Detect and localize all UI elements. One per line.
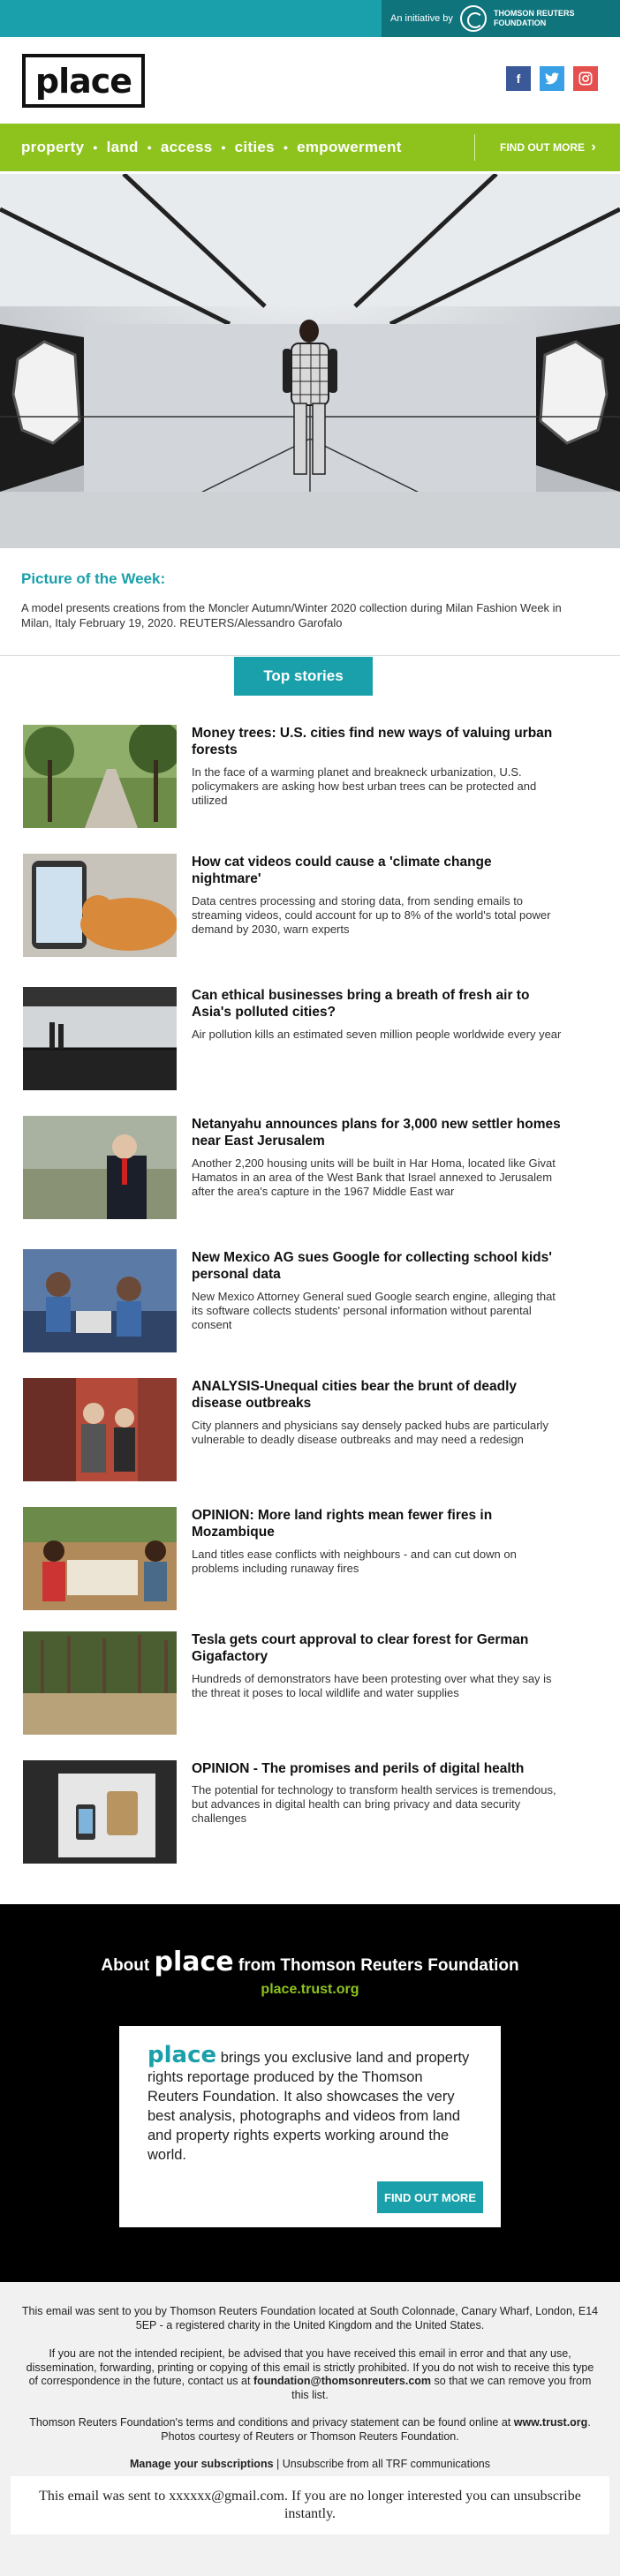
- story-item[interactable]: [0, 987, 620, 1111]
- subscription-links: Manage your subscriptions | Unsubscribe from all TRF communications: [130, 2458, 490, 2470]
- chevron-right-icon: ›: [591, 139, 596, 154]
- nav-land[interactable]: land: [106, 139, 139, 155]
- about-title: About place from Thomson Reuters Foundation: [101, 1947, 519, 1977]
- story-thumbnail[interactable]: [23, 1378, 177, 1481]
- nav-property[interactable]: property: [21, 139, 85, 155]
- place-logo[interactable]: place: [22, 54, 145, 108]
- unsubscribe-notice[interactable]: This email was sent to xxxxxx@gmail.com. If you are no longer interested you can unsubscribe instantly.: [11, 2476, 609, 2535]
- sender-info: This email was sent to you by Thomson Reuters Foundation located at South Colonnade, Canary Wharf, London, E14 5EP - a registered charity in the United Kingdom and the United States.: [21, 2305, 599, 2331]
- place-site-link[interactable]: place.trust.org: [261, 1982, 359, 1997]
- story-summary: Air pollution kills an estimated seven million people worldwide every year: [192, 1028, 562, 1041]
- story-thumbnail[interactable]: [23, 1507, 177, 1610]
- story-thumbnail[interactable]: [23, 1249, 177, 1352]
- trf-name: THOMSON REUTERS FOUNDATION: [493, 9, 575, 27]
- story-item[interactable]: [0, 1249, 620, 1373]
- story-headline[interactable]: OPINION: More land rights mean fewer fires in Mozambique: [192, 1508, 493, 1540]
- story-summary: Hundreds of demonstrators have been protesting over what they say is the threat it poses to local wildlife and water supplies: [192, 1672, 552, 1699]
- footer: [0, 2282, 620, 2476]
- story-item[interactable]: [0, 854, 620, 977]
- story-thumbnail[interactable]: [23, 1760, 177, 1864]
- story-thumbnail[interactable]: [23, 1116, 177, 1219]
- bottom-notice-area: [0, 2476, 620, 2576]
- story-summary: City planners and physicians say densely packed hubs are particularly vulnerable to deadly disease outbreaks and may need a redesign: [192, 1419, 548, 1446]
- story-headline[interactable]: How cat videos could cause a 'climate change nightmare': [192, 855, 492, 886]
- nav-access[interactable]: access: [160, 139, 213, 155]
- story-item[interactable]: [0, 725, 620, 848]
- dot-separator: •: [283, 140, 289, 154]
- fashion-runway-illustration: [0, 174, 620, 548]
- about-section: [0, 1904, 620, 2282]
- nav-cities[interactable]: cities: [234, 139, 275, 155]
- story-headline[interactable]: Can ethical businesses bring a breath of fresh air to Asia's polluted cities?: [192, 988, 530, 1020]
- picture-of-week-title: Picture of the Week:: [21, 570, 166, 587]
- instagram-icon[interactable]: [573, 66, 598, 91]
- top-bar: [0, 0, 620, 37]
- topic-list: [0, 139, 450, 156]
- trf-globe-icon: [460, 5, 487, 32]
- trf-initiative[interactable]: [382, 0, 620, 37]
- story-summary: Land titles ease conflicts with neighbours - and can cut down on problems including runaway fires: [192, 1548, 517, 1575]
- topic-nav: [0, 124, 620, 171]
- story-summary: The potential for technology to transform health services is tremendous, but advances in digital health can bring privacy and data security challenges: [192, 1783, 556, 1825]
- story-headline[interactable]: Money trees: U.S. cities find new ways of valuing urban forests: [192, 726, 553, 757]
- story-thumbnail[interactable]: [23, 987, 177, 1090]
- story-summary: In the face of a warming planet and breakneck urbanization, U.S. policymakers are asking how best urban trees can be protected and utilized: [192, 765, 537, 807]
- find-out-more-button[interactable]: FIND OUT MORE: [377, 2181, 483, 2213]
- story-item[interactable]: [0, 1378, 620, 1502]
- story-thumbnail[interactable]: [23, 725, 177, 828]
- initiative-text: An initiative by: [390, 13, 453, 24]
- story-headline[interactable]: Tesla gets court approval to clear forest for German Gigafactory: [192, 1632, 529, 1664]
- about-card: [119, 2026, 501, 2227]
- header: [0, 37, 620, 124]
- trust-org-link[interactable]: www.trust.org: [513, 2416, 588, 2429]
- dot-separator: •: [147, 140, 152, 154]
- section-divider: [0, 655, 620, 656]
- manage-subscriptions-link[interactable]: Manage your subscriptions: [130, 2458, 274, 2470]
- twitter-icon[interactable]: [540, 66, 564, 91]
- story-thumbnail[interactable]: [23, 1631, 177, 1735]
- story-thumbnail[interactable]: [23, 854, 177, 957]
- nav-empowerment[interactable]: empowerment: [297, 139, 402, 155]
- dot-separator: •: [93, 140, 98, 154]
- story-headline[interactable]: New Mexico AG sues Google for collecting school kids' personal data: [192, 1250, 552, 1282]
- story-summary: New Mexico Attorney General sued Google search engine, alleging that its software collects students' personal information without parental consent: [192, 1290, 556, 1331]
- nav-divider: [474, 134, 475, 161]
- story-item[interactable]: [0, 1760, 620, 1884]
- story-summary: Data centres processing and storing data, from sending emails to streaming videos, could account for up to 8% of the world's total power demand by 2030, warn experts: [192, 894, 551, 936]
- unsubscribe-all-link[interactable]: Unsubscribe from all TRF communications: [282, 2458, 490, 2470]
- terms-info: Thomson Reuters Foundation's terms and conditions and privacy statement can be found online at www.trust.org. Photos courtesy of Reuters or Thomson Reuters Foundation.: [29, 2416, 591, 2443]
- story-headline[interactable]: ANALYSIS-Unequal cities bear the brunt of deadly disease outbreaks: [192, 1379, 518, 1411]
- story-headline[interactable]: Netanyahu announces plans for 3,000 new settler homes near East Jerusalem: [192, 1117, 561, 1149]
- story-headline[interactable]: OPINION - The promises and perils of digital health: [192, 1761, 525, 1776]
- story-item[interactable]: [0, 1116, 620, 1239]
- find-out-more-link[interactable]: FIND OUT MORE ›: [500, 139, 596, 154]
- story-item[interactable]: [0, 1631, 620, 1755]
- hero-image[interactable]: [0, 174, 620, 548]
- about-description: place brings you exclusive land and property rights reportage produced by the Thomson Reuters Foundation. It also showcases the very best analysis, photographs and videos from land and property rights experts working around the world.: [147, 2042, 470, 2163]
- facebook-icon[interactable]: f: [506, 66, 531, 91]
- disclaimer: If you are not the intended recipient, be advised that you have received this email in error and that any use, dissemination, forwarding, printing or copying of this email is strictly prohibited. If you do not wish to receive this type of correspondence in the future, contact us at foundation@thomsonreuters.com so that we can remove you from this list.: [26, 2347, 594, 2401]
- dot-separator: •: [221, 140, 226, 154]
- story-item[interactable]: [0, 1507, 620, 1631]
- picture-caption: A model presents creations from the Moncler Autumn/Winter 2020 collection during Milan Fashion Week in Milan, Italy February 19, 2020. REUTERS/Alessandro Garofalo: [21, 601, 562, 629]
- story-summary: Another 2,200 housing units will be built in Har Homa, located like Givat Hamatos in an area of the West Bank that Israel annexed to Jerusalem after the area's capture in the 1967 Middle East war: [192, 1156, 556, 1198]
- top-stories-label: Top stories: [234, 657, 373, 696]
- contact-email-link[interactable]: foundation@thomsonreuters.com: [253, 2375, 432, 2387]
